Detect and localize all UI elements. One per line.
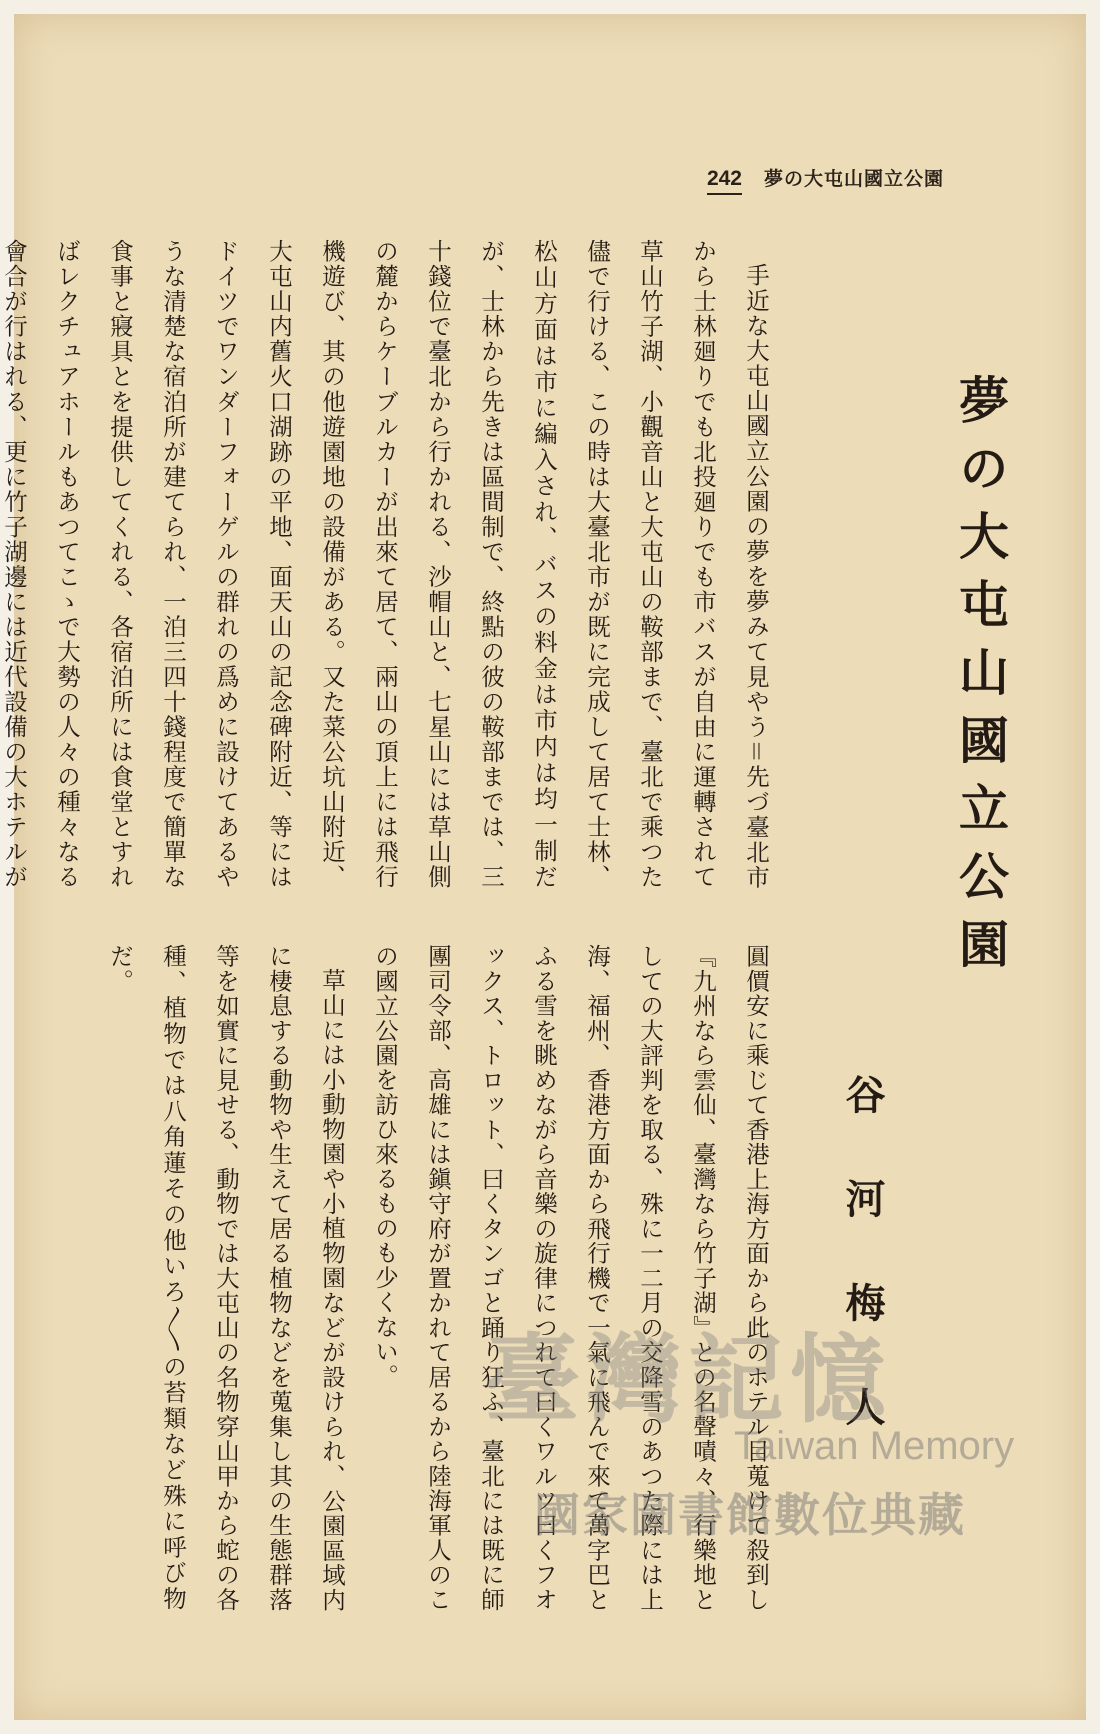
- running-title: 夢の大屯山國立公園: [763, 168, 944, 190]
- paragraph-3: 草山には小動物園や小植物園などが設けられ、公園區域内に棲息する動物や生えて居る植物などを蒐集し其の生態群落等を如實に見せる、動物では大屯山の名物穿山甲から蛇の各種、植物では八角蓮その他いろ〳〵の苔類など殊に呼び物だ。: [106, 944, 346, 1612]
- paragraph-2: 圓價安に乘じて香港上海方面から此のホテル目蒐けて殺到し『九州なら雲仙、臺灣なら竹子湖』との名聲嘖々、行樂地としての大評判を取る、殊に一二月の交降雪のあつた際には上海、福州、香港方面から飛行機で一氣に飛んで來て萬字巴とふる雪を眺めながら音樂の旋律につれて曰くワルツ曰くフオックス、トロット、曰くタンゴと踊り狂ふ、臺北には既に師團司令部、高雄には鎭守府が置かれて居るから陸海軍人のこの國立公園を訪ひ來るものも少くない。: [371, 944, 770, 1612]
- page-sheet: [0, 14, 1086, 1720]
- page-number: 242: [707, 167, 742, 195]
- paragraph-1: 手近な大屯山國立公園の夢を夢みて見やう＝先づ臺北市から士林廻りでも北投廻りでも市バスが自由に運轉されて草山竹子湖、小觀音山と大屯山の鞍部まで、臺北で乘つた儘で行ける、この時は大臺北市が既に完成して居て士林、松山方面は市に編入され、バスの料金は市内は均一制だが、士林から先きは區間制で、終點の彼の鞍部までは、三十錢位で臺北から行かれる、沙帽山と、七星山には草山側の麓からケーブルカーが出來て居て、兩山の頂上には飛行機遊び、其の他遊園地の設備がある。又た菜公坑山附近、大屯山内舊火口湖跡の平地、面天山の記念碑附近、等にはドイツでワンダーフォーゲルの群れの爲めに設けてあるやうな清楚な宿泊所が建てられ、一泊三四十錢程度で簡單な食事と寢具とを提供してくれる、各宿泊所には食堂とすればレクチュアホールもあつてこゝで大勢の人々の種々なる會合が行はれる、更に竹子湖邊には近代設備の大ホテルが: [0, 239, 770, 889]
- article-title: 夢の大屯山國立公園: [951, 374, 1010, 986]
- watermark-logo-text: 臺灣記憶: [484, 1323, 892, 1436]
- watermark-subtitle: 國家圖書館數位典藏: [534, 1488, 966, 1542]
- author-name: 谷河梅人: [839, 1074, 886, 1490]
- body-text-lower: [106, 944, 782, 1612]
- running-head: [707, 164, 944, 195]
- watermark-english: Taiwan Memory: [734, 1424, 1015, 1468]
- body-text-upper: [0, 239, 782, 889]
